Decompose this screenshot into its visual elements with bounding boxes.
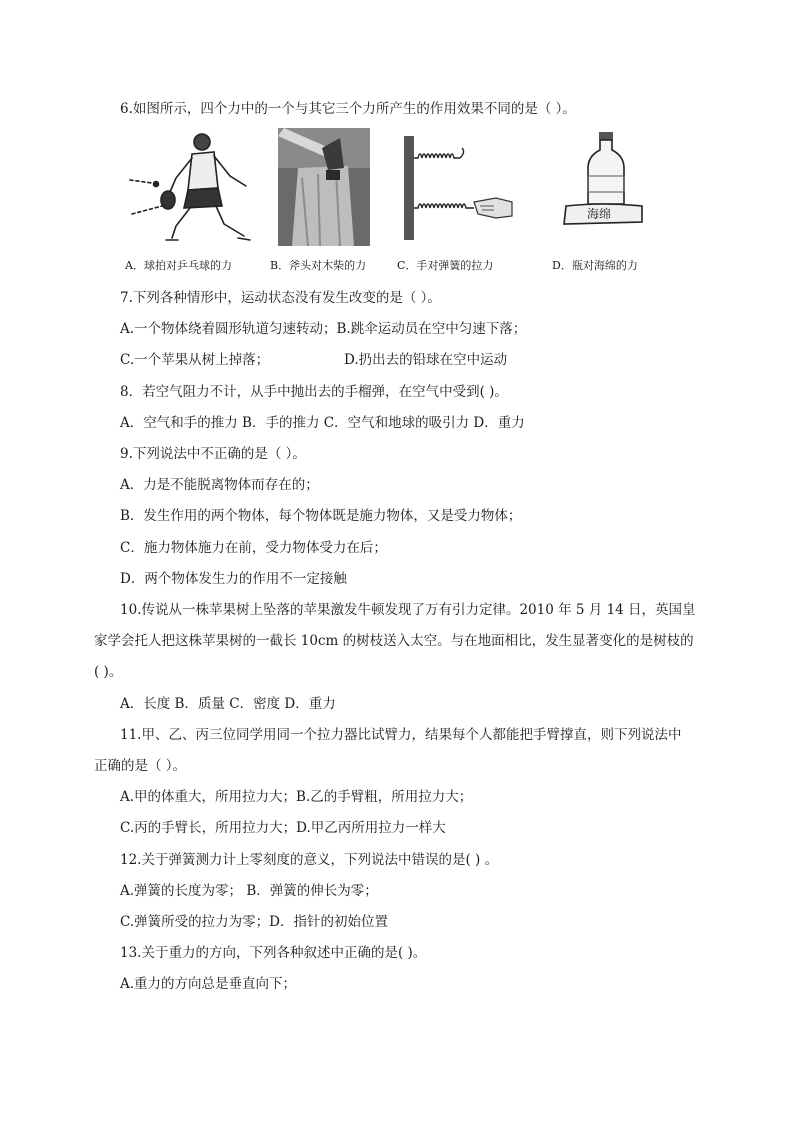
q9-option-a: A．力是不能脱离物体而存在的； [120,477,319,493]
figure-a-caption: A．球拍对乒乓球的力 [125,259,232,272]
q10-line-2: 家学会托人把这株苹果树的一截长 10cm 的树枝送入太空。与在地面相比，发生显著变化的是树枝的 [94,633,694,649]
hand-pulling-spring-icon [400,128,518,246]
q7-option-d: D.扔出去的铅球在空中运动 [344,352,508,368]
q7-stem: 7.下列各种情形中，运动状态没有发生改变的是（ ）。 [120,290,441,306]
bottle-on-sponge-icon [562,128,644,246]
q8-options: A．空气和手的推力 B．手的推力 C．空气和地球的吸引力 D．重力 [120,415,525,431]
q12-options-ab: A.弹簧的长度为零； B．弹簧的伸长为零； [120,883,378,899]
q13-stem: 13.关于重力的方向，下列各种叙述中正确的是( )。 [120,945,427,961]
q8-stem: 8．若空气阻力不计，从手中抛出去的手榴弹，在空气中受到( )。 [120,384,508,400]
q13-option-a: A.重力的方向总是垂直向下； [120,976,297,992]
q10-line-3: ( )。 [94,664,123,680]
q10-options: A．长度 B．质量 C．密度 D．重力 [120,696,336,712]
table-tennis-player-icon [126,128,252,246]
sponge-label: 海绵 [587,207,612,221]
q11-line-1: 11.甲、乙、丙三位同学用同一个拉力器比试臂力，结果每个人都能把手臂撑直，则下列说法中 [120,727,682,743]
q11-options-ab: A.甲的体重大，所用拉力大；B.乙的手臂粗，所用拉力大； [120,789,473,805]
q6-stem: 6.如图所示，四个力中的一个与其它三个力所产生的作用效果不同的是（ ）。 [120,101,576,117]
q7-option-c: C.一个苹果从树上掉落； [120,352,270,368]
figure-d-caption: D．瓶对海绵的力 [552,259,638,272]
q9-option-d: D．两个物体发生力的作用不一定接触 [120,571,347,587]
q12-stem: 12.关于弹簧测力计上零刻度的意义，下列说法中错误的是( ) 。 [120,852,499,868]
axe-chopping-wood-photo [278,128,370,246]
q9-stem: 9.下列说法中不正确的是（ ）。 [120,446,306,462]
q7-options-ab: A.一个物体绕着圆形轨道匀速转动；B.跳伞运动员在空中匀速下落； [120,321,527,337]
figure-c-caption: C．手对弹簧的拉力 [397,259,494,272]
q12-options-cd: C.弹簧所受的拉力为零；D．指针的初始位置 [120,914,388,930]
q11-options-cd: C.丙的手臂长，所用拉力大；D.甲乙丙所用拉力一样大 [120,820,446,836]
q11-line-2: 正确的是（ ）。 [94,758,187,774]
q10-line-1: 10.传说从一株苹果树上坠落的苹果激发牛顿发现了万有引力定律。2010 年 5 月 14 日，英国皇 [120,602,696,618]
q9-option-b: B．发生作用的两个物体，每个物体既是施力物体，又是受力物体； [120,508,522,524]
q9-option-c: C．施力物体施力在前，受力物体受力在后； [120,540,387,556]
figure-b-caption: B．斧头对木柴的力 [270,259,367,272]
